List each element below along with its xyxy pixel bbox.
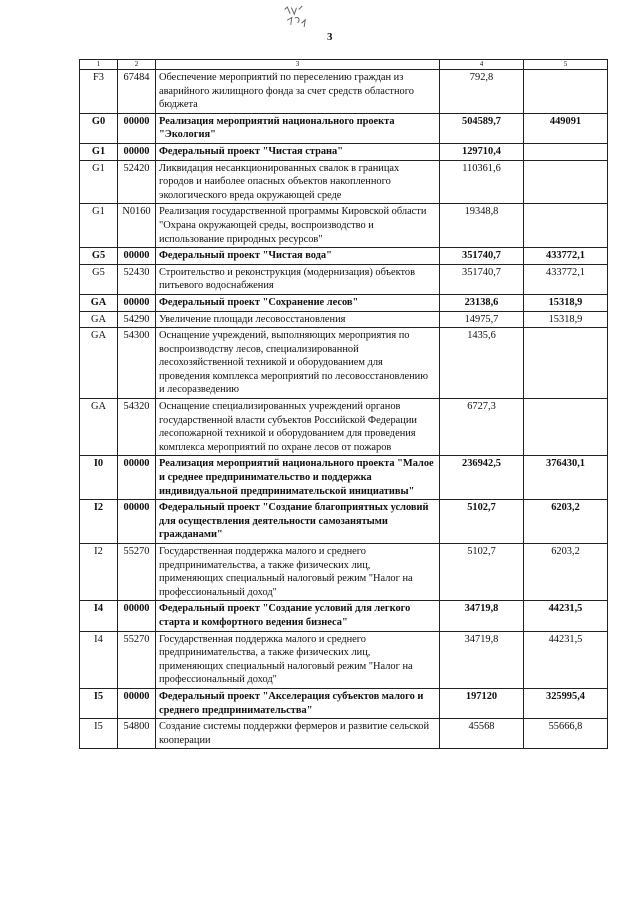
- expense-code-cell: 52430: [118, 264, 156, 294]
- amount-year2-cell: 44231,5: [524, 631, 608, 688]
- amount-year1-cell: 14975,7: [440, 311, 524, 328]
- amount-year1-cell: 5102,7: [440, 544, 524, 601]
- amount-year2-cell: 449091: [524, 113, 608, 143]
- section-code-cell: G1: [80, 160, 118, 204]
- section-code-cell: G5: [80, 264, 118, 294]
- expense-code-cell: 00000: [118, 143, 156, 160]
- amount-year1-cell: 19348,8: [440, 204, 524, 248]
- expense-code-cell: 52420: [118, 160, 156, 204]
- expense-code-cell: 54290: [118, 311, 156, 328]
- budget-table-container: [79, 59, 608, 749]
- amount-year2-cell: [524, 204, 608, 248]
- amount-year1-cell: 5102,7: [440, 500, 524, 544]
- description-cell: Федеральный проект "Создание благоприятных условий для осуществления деятельности самозанятыми гражданами": [156, 500, 440, 544]
- amount-year2-cell: [524, 70, 608, 114]
- amount-year1-cell: 351740,7: [440, 248, 524, 265]
- description-cell: Ликвидация несанкционированных свалок в границах городов и наиболее опасных объектов накопленного экологического вреда окружающей среде: [156, 160, 440, 204]
- description-cell: Федеральный проект "Создание условий для легкого старта и комфортного ведения бизнеса": [156, 601, 440, 631]
- section-code-cell: I4: [80, 601, 118, 631]
- amount-year1-cell: 197120: [440, 688, 524, 718]
- expense-code-cell: 00000: [118, 688, 156, 718]
- expense-code-cell: 54800: [118, 719, 156, 749]
- expense-code-cell: 00000: [118, 456, 156, 500]
- section-code-cell: G0: [80, 113, 118, 143]
- amount-year2-cell: 6203,2: [524, 500, 608, 544]
- amount-year2-cell: [524, 160, 608, 204]
- table-row: [80, 544, 608, 601]
- amount-year2-cell: [524, 328, 608, 399]
- description-cell: Увеличение площади лесовосстановления: [156, 311, 440, 328]
- amount-year2-cell: 15318,9: [524, 294, 608, 311]
- description-cell: Реализация государственной программы Кировской области "Охрана окружающей среды, воспроизводство и использование природных ресурсов": [156, 204, 440, 248]
- table-header-row: [80, 60, 608, 70]
- section-code-cell: G1: [80, 143, 118, 160]
- description-cell: Оснащение учреждений, выполняющих мероприятия по воспроизводству лесов, специализированной лесохозяйственной техникой и оборудованием для проведения комплекса мероприятий по лесовосстановлению и лесоразведению: [156, 328, 440, 399]
- column-header: 4: [440, 60, 524, 70]
- expense-code-cell: 00000: [118, 294, 156, 311]
- expense-code-cell: 67484: [118, 70, 156, 114]
- section-code-cell: G5: [80, 248, 118, 265]
- expense-code-cell: 54320: [118, 399, 156, 456]
- table-row: [80, 456, 608, 500]
- amount-year2-cell: [524, 399, 608, 456]
- amount-year1-cell: 129710,4: [440, 143, 524, 160]
- expense-code-cell: 00000: [118, 248, 156, 265]
- description-cell: Федеральный проект "Чистая страна": [156, 143, 440, 160]
- amount-year2-cell: 325995,4: [524, 688, 608, 718]
- amount-year2-cell: 55666,8: [524, 719, 608, 749]
- expense-code-cell: 55270: [118, 544, 156, 601]
- amount-year1-cell: 34719,8: [440, 601, 524, 631]
- table-row: [80, 204, 608, 248]
- amount-year2-cell: 44231,5: [524, 601, 608, 631]
- table-row: [80, 311, 608, 328]
- amount-year2-cell: 6203,2: [524, 544, 608, 601]
- section-code-cell: I4: [80, 631, 118, 688]
- expense-code-cell: N0160: [118, 204, 156, 248]
- amount-year1-cell: 23138,6: [440, 294, 524, 311]
- column-header: 1: [80, 60, 118, 70]
- amount-year1-cell: 45568: [440, 719, 524, 749]
- table-row: [80, 719, 608, 749]
- description-cell: Создание системы поддержки фермеров и развитие сельской кооперации: [156, 719, 440, 749]
- table-row: [80, 688, 608, 718]
- section-code-cell: GA: [80, 311, 118, 328]
- description-cell: Оснащение специализированных учреждений органов государственной власти субъектов Российской Федерации лесопожарной техникой и оборудованием для проведения комплекса мероприятий по охране лесов от пожаров: [156, 399, 440, 456]
- section-code-cell: GA: [80, 328, 118, 399]
- amount-year1-cell: 504589,7: [440, 113, 524, 143]
- table-row: [80, 399, 608, 456]
- amount-year2-cell: 15318,9: [524, 311, 608, 328]
- column-header: 5: [524, 60, 608, 70]
- amount-year1-cell: 6727,3: [440, 399, 524, 456]
- amount-year1-cell: 1435,6: [440, 328, 524, 399]
- table-row: [80, 70, 608, 114]
- description-cell: Реализация мероприятий национального проекта "Экология": [156, 113, 440, 143]
- section-code-cell: GA: [80, 294, 118, 311]
- section-code-cell: I2: [80, 544, 118, 601]
- amount-year1-cell: 351740,7: [440, 264, 524, 294]
- description-cell: Строительство и реконструкция (модернизация) объектов питьевого водоснабжения: [156, 264, 440, 294]
- expense-code-cell: 00000: [118, 113, 156, 143]
- handwritten-stamp: [281, 2, 311, 35]
- description-cell: Федеральный проект "Акселерация субъектов малого и среднего предпринимательства": [156, 688, 440, 718]
- expense-code-cell: 54300: [118, 328, 156, 399]
- description-cell: Реализация мероприятий национального проекта "Малое и среднее предпринимательство и поддержка индивидуальной предпринимательской инициативы": [156, 456, 440, 500]
- amount-year1-cell: 110361,6: [440, 160, 524, 204]
- amount-year2-cell: [524, 143, 608, 160]
- section-code-cell: GA: [80, 399, 118, 456]
- section-code-cell: F3: [80, 70, 118, 114]
- table-row: [80, 160, 608, 204]
- description-cell: Государственная поддержка малого и среднего предпринимательства, а также физических лиц, применяющих специальный налоговый режим "Налог на профессиональный доход": [156, 544, 440, 601]
- section-code-cell: G1: [80, 204, 118, 248]
- amount-year1-cell: 792,8: [440, 70, 524, 114]
- table-row: [80, 500, 608, 544]
- table-row: [80, 264, 608, 294]
- amount-year2-cell: 433772,1: [524, 248, 608, 265]
- table-row: [80, 143, 608, 160]
- section-code-cell: I5: [80, 688, 118, 718]
- page-number: 3: [327, 31, 333, 43]
- amount-year1-cell: 236942,5: [440, 456, 524, 500]
- section-code-cell: I5: [80, 719, 118, 749]
- table-row: [80, 294, 608, 311]
- amount-year2-cell: 433772,1: [524, 264, 608, 294]
- amount-year2-cell: 376430,1: [524, 456, 608, 500]
- description-cell: Обеспечение мероприятий по переселению граждан из аварийного жилищного фонда за счет средств областного бюджета: [156, 70, 440, 114]
- amount-year1-cell: 34719,8: [440, 631, 524, 688]
- table-row: [80, 113, 608, 143]
- expense-code-cell: 55270: [118, 631, 156, 688]
- expense-code-cell: 00000: [118, 500, 156, 544]
- column-header: 2: [118, 60, 156, 70]
- budget-table: [79, 59, 608, 749]
- table-row: [80, 328, 608, 399]
- description-cell: Государственная поддержка малого и среднего предпринимательства, а также физических лиц, применяющих специальный налоговый режим "Налог на профессиональный доход": [156, 631, 440, 688]
- section-code-cell: I2: [80, 500, 118, 544]
- expense-code-cell: 00000: [118, 601, 156, 631]
- table-row: [80, 631, 608, 688]
- stamp-scribble-icon: [281, 2, 311, 33]
- description-cell: Федеральный проект "Чистая вода": [156, 248, 440, 265]
- column-header: 3: [156, 60, 440, 70]
- table-row: [80, 601, 608, 631]
- description-cell: Федеральный проект "Сохранение лесов": [156, 294, 440, 311]
- section-code-cell: I0: [80, 456, 118, 500]
- table-row: [80, 248, 608, 265]
